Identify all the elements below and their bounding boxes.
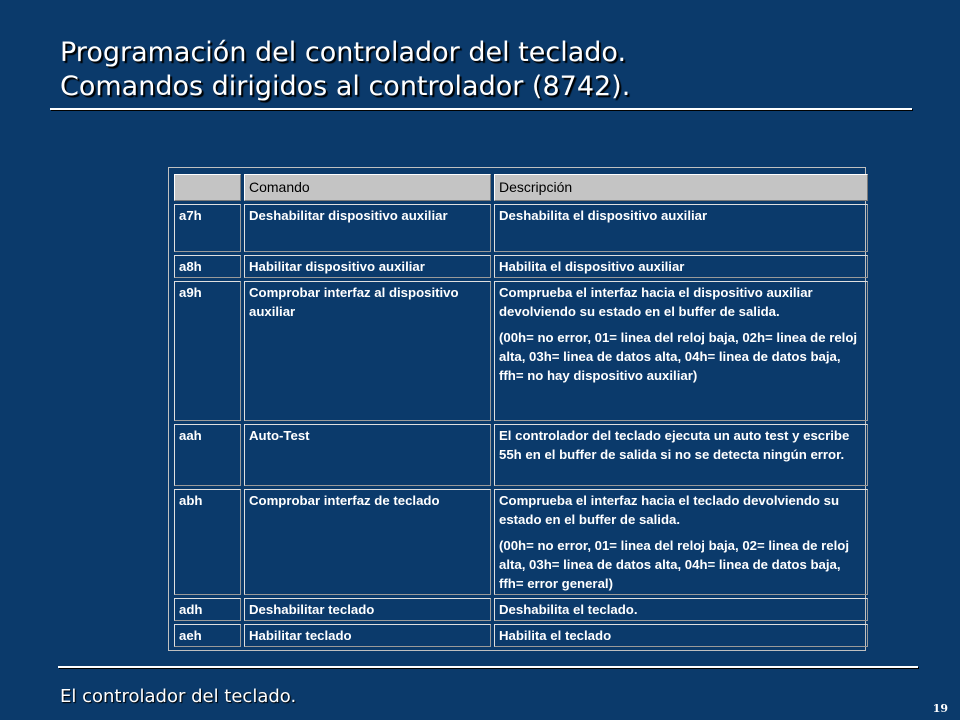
cell-code: abh bbox=[174, 489, 241, 595]
cell-command: Auto-Test bbox=[244, 424, 491, 486]
table-row bbox=[174, 204, 868, 252]
command-table bbox=[171, 171, 871, 650]
cell-description bbox=[494, 255, 868, 278]
slide-title-line-2: Comandos dirigidos al controlador (8742). bbox=[60, 71, 631, 102]
table-row bbox=[174, 255, 868, 278]
cell-command: Habilitar dispositivo auxiliar bbox=[244, 255, 491, 278]
title-divider bbox=[50, 108, 912, 110]
description-note: (00h= no error, 01= linea del reloj baja, 02h= linea de reloj alta, 03h= linea de datos alta, 04h= linea de datos baja, ffh= no hay dispositivo auxiliar) bbox=[499, 330, 858, 383]
column-header-command: Comando bbox=[244, 174, 491, 201]
cell-description bbox=[494, 489, 868, 595]
cell-description bbox=[494, 281, 868, 421]
cell-command: Habilitar teclado bbox=[244, 624, 491, 647]
column-header-code bbox=[174, 174, 241, 201]
table-row bbox=[174, 598, 868, 621]
description-text: Habilita el dispositivo auxiliar bbox=[499, 259, 685, 274]
cell-command: Deshabilitar dispositivo auxiliar bbox=[244, 204, 491, 252]
cell-description bbox=[494, 598, 868, 621]
footer-text: El controlador del teclado. bbox=[60, 686, 297, 707]
command-table-frame bbox=[168, 167, 866, 651]
cell-command: Comprobar interfaz de teclado bbox=[244, 489, 491, 595]
description-text: Habilita el teclado bbox=[499, 628, 612, 643]
description-text: Comprueba el interfaz hacia el dispositivo auxiliar devolviendo su estado en el buffer de salida. bbox=[499, 285, 813, 319]
cell-description bbox=[494, 624, 868, 647]
footer-divider bbox=[58, 666, 918, 668]
table-row bbox=[174, 489, 868, 595]
slide-title-line-1: Programación del controlador del teclado. bbox=[60, 37, 627, 68]
description-text: Comprueba el interfaz hacia el teclado devolviendo su estado en el buffer de salida. bbox=[499, 493, 840, 527]
cell-command: Deshabilitar teclado bbox=[244, 598, 491, 621]
table-row bbox=[174, 624, 868, 647]
slide-title bbox=[60, 36, 920, 104]
table-header-row bbox=[174, 174, 868, 201]
column-header-description: Descripción bbox=[494, 174, 868, 201]
cell-code: a8h bbox=[174, 255, 241, 278]
description-text: El controlador del teclado ejecuta un auto test y escribe 55h en el buffer de salida si no se detecta ningún error. bbox=[499, 428, 850, 462]
cell-code: a9h bbox=[174, 281, 241, 421]
page-number: 19 bbox=[932, 702, 948, 715]
cell-description bbox=[494, 424, 868, 486]
description-text: Deshabilita el dispositivo auxiliar bbox=[499, 208, 708, 223]
cell-code: a7h bbox=[174, 204, 241, 252]
description-note: (00h= no error, 01= linea del reloj baja, 02= linea de reloj alta, 03h= linea de datos alta, 04h= linea de datos baja, ffh= error general) bbox=[499, 538, 849, 591]
cell-code: aeh bbox=[174, 624, 241, 647]
description-text: Deshabilita el teclado. bbox=[499, 602, 638, 617]
cell-code: adh bbox=[174, 598, 241, 621]
cell-command: Comprobar interfaz al dispositivo auxiliar bbox=[244, 281, 491, 421]
cell-description bbox=[494, 204, 868, 252]
table-row bbox=[174, 424, 868, 486]
table-row bbox=[174, 281, 868, 421]
cell-code: aah bbox=[174, 424, 241, 486]
